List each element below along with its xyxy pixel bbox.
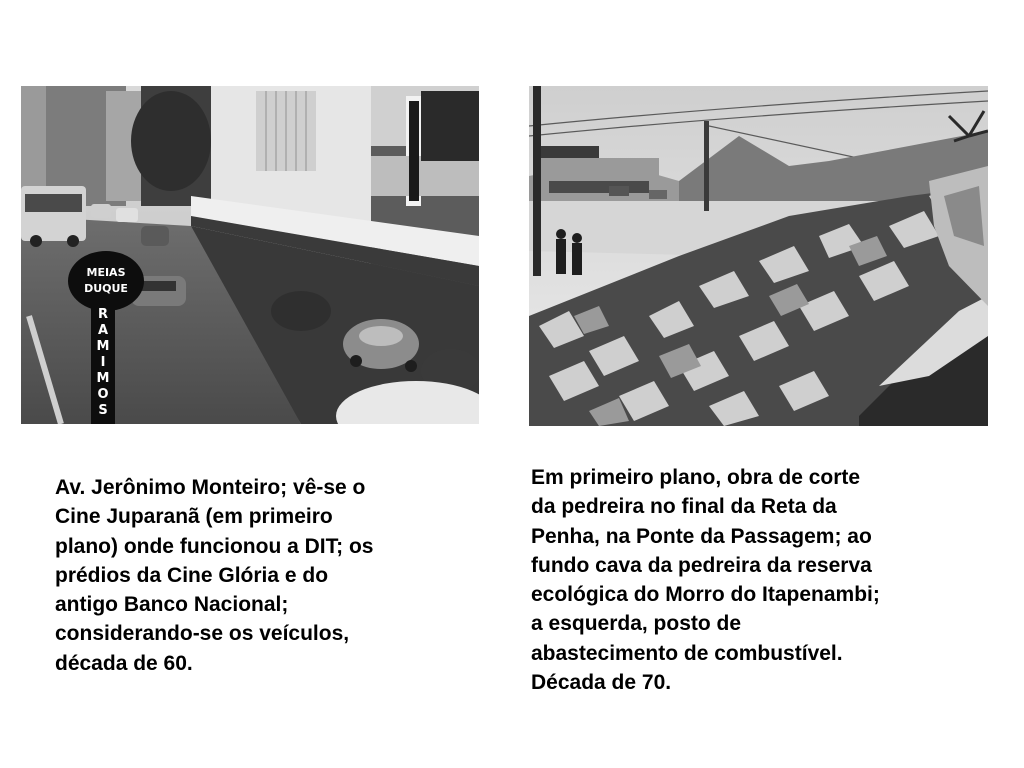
ramimos-sign <box>91 304 115 424</box>
svg-text:M: M <box>96 339 110 354</box>
svg-text:MEIAS: MEIAS <box>86 266 126 279</box>
quarry-works-photo <box>529 86 988 426</box>
street-scene-photo <box>21 86 479 424</box>
svg-text:I: I <box>100 355 106 370</box>
svg-text:DUQUE: DUQUE <box>84 282 128 295</box>
svg-text:R: R <box>97 307 109 322</box>
quarry-works-image <box>529 86 988 426</box>
svg-text:O: O <box>97 387 109 402</box>
street-scene-image <box>21 86 479 424</box>
street-scene-caption: Av. Jerônimo Monteiro; vê-se o Cine Juparanã (em primeiro plano) onde funcionou a DIT; os prédios da Cine Glória e do antigo Banco Nacional; considerando-se os veículos, década de 60. <box>55 476 374 675</box>
svg-text:S: S <box>98 403 108 418</box>
meias-duque-sign <box>68 251 144 311</box>
svg-text:M: M <box>96 371 110 386</box>
quarry-works-caption: Em primeiro plano, obra de corte da pedreira no final da Reta da Penha, na Ponte da Passagem; ao fundo cava da pedreira da reserva ecológica do Morro do Itapenambi; a esquerda, posto de abastecimento de combustível. Década de 70. <box>531 466 880 695</box>
svg-text:A: A <box>97 323 109 338</box>
